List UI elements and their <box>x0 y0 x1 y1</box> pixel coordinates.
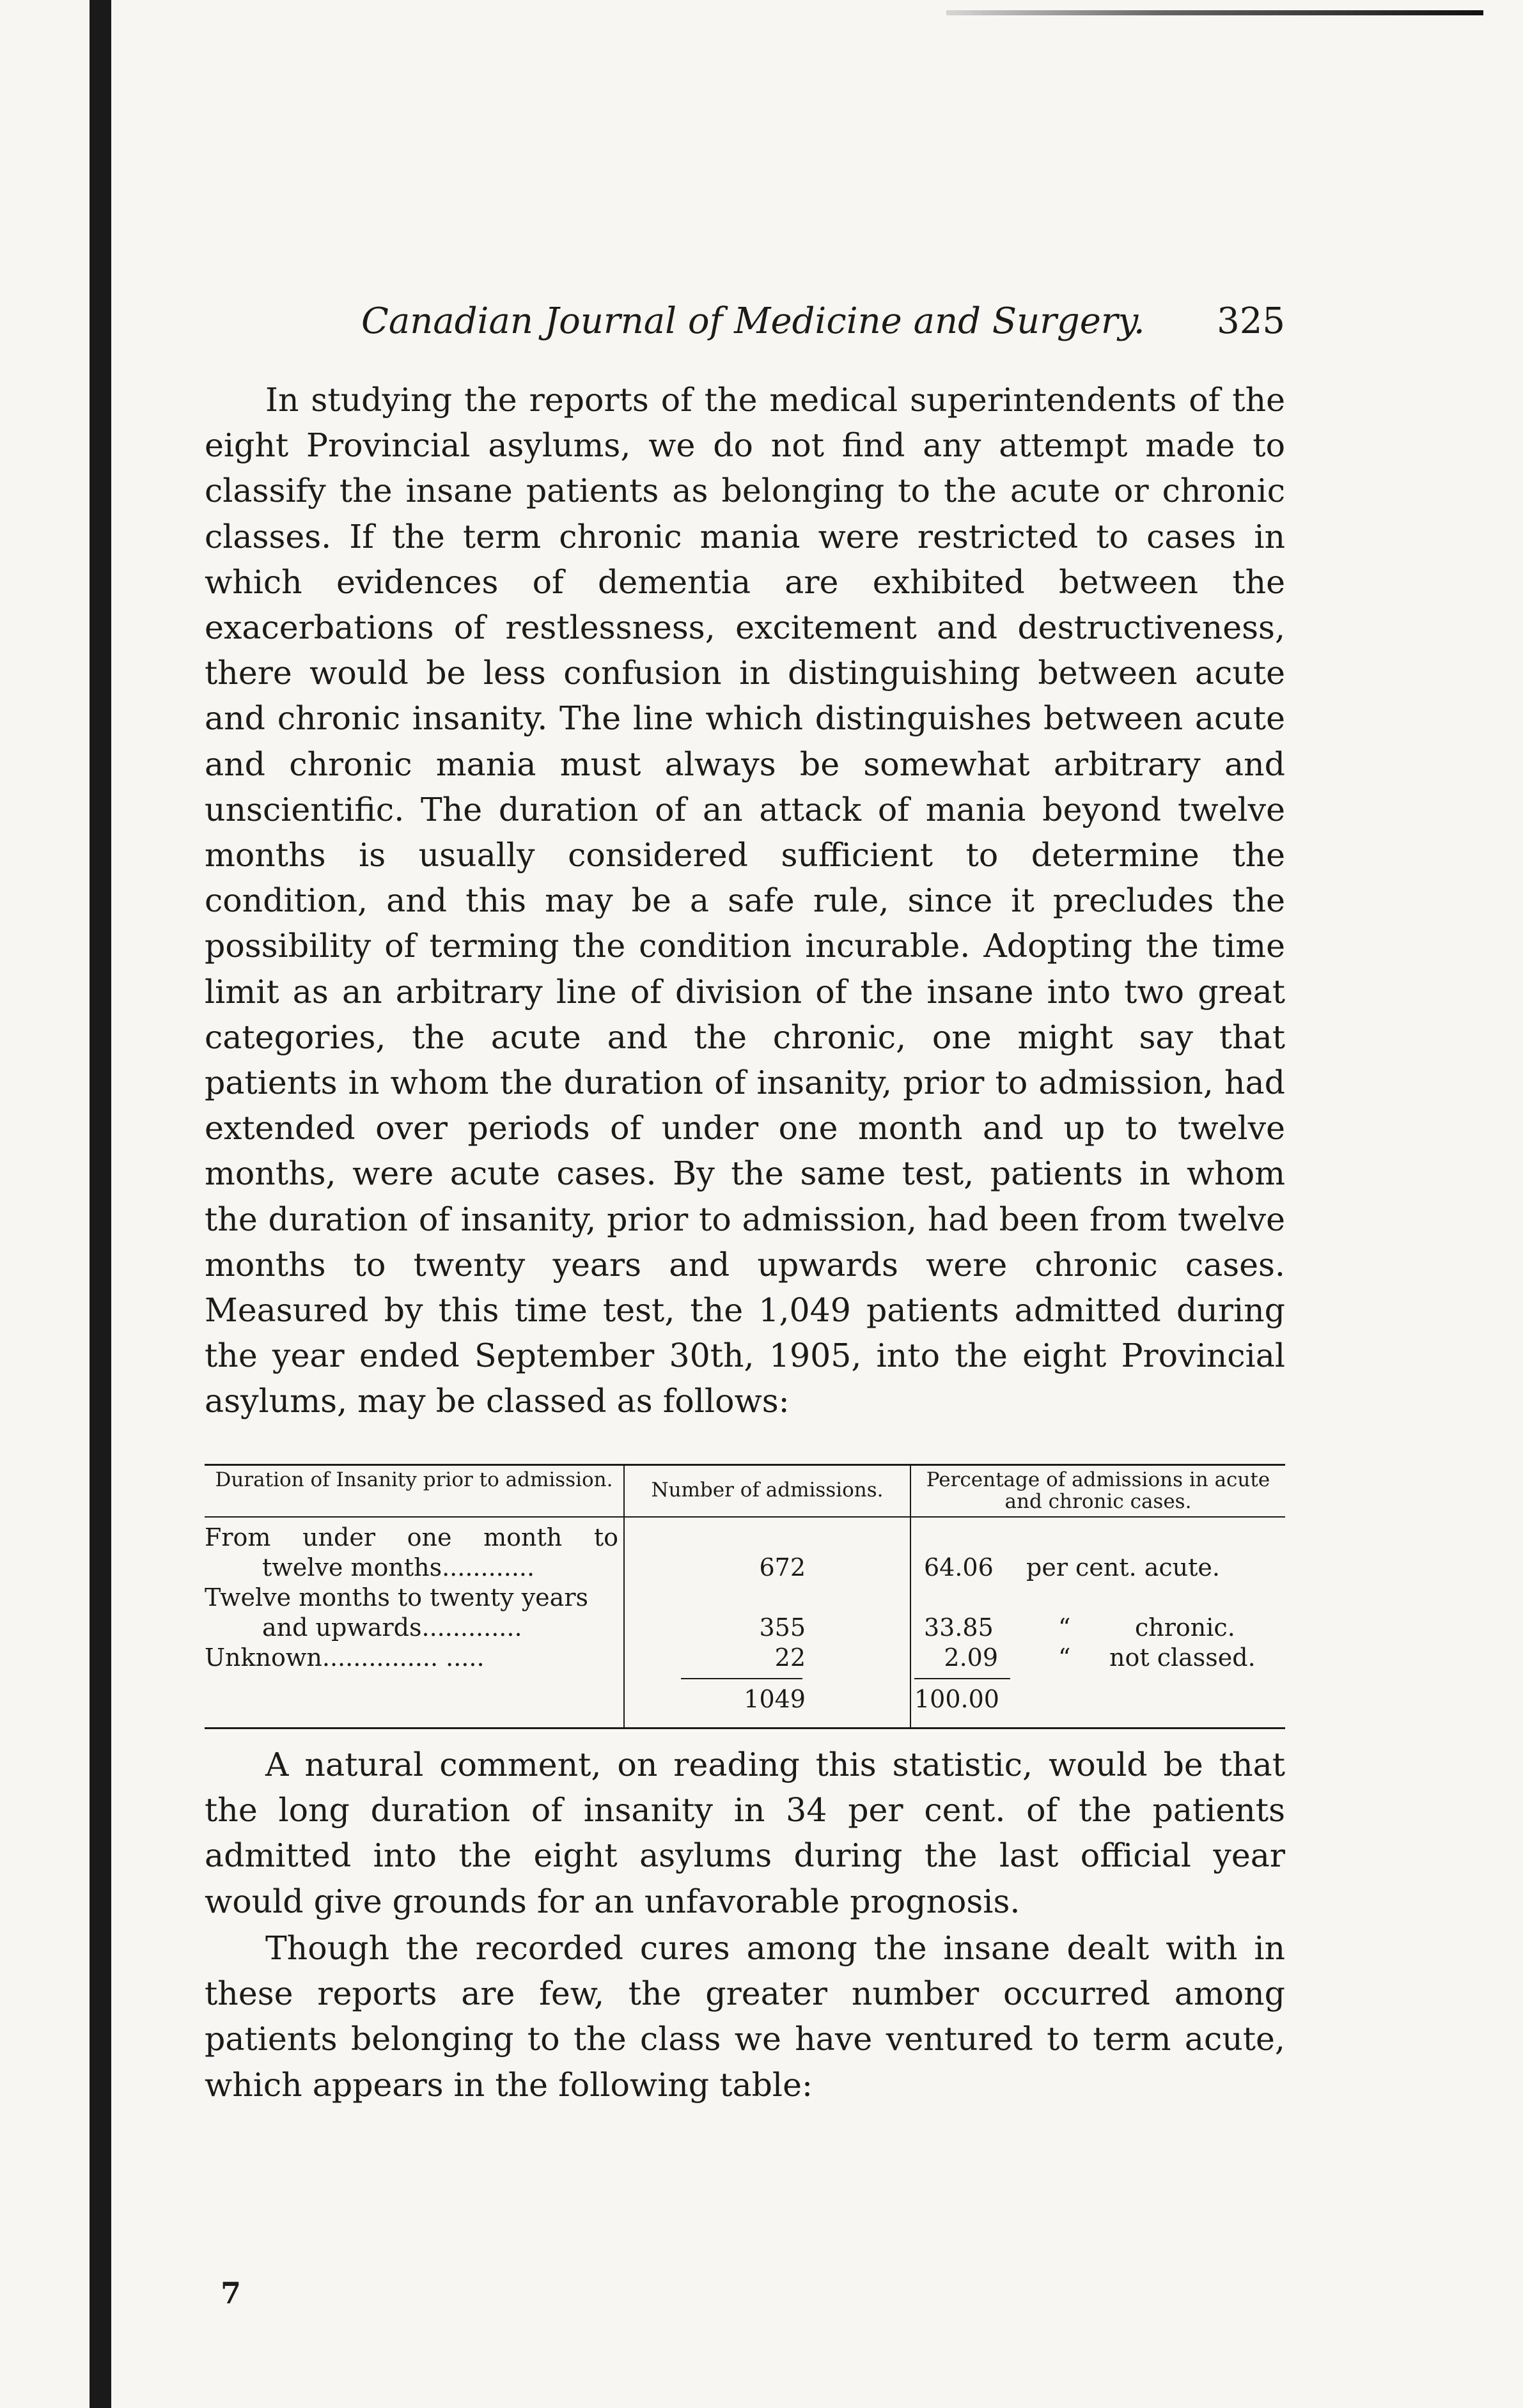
row-3-percent-value: 2.09 <box>944 1643 998 1672</box>
row-2-ditto: “ <box>1058 1613 1071 1642</box>
page-header <box>205 300 1285 352</box>
total-percent: 100.00 <box>914 1685 999 1713</box>
header-percentage: Percentage of admissions in acute and chronic cases. <box>926 1468 1270 1513</box>
paragraph-2: A natural comment, on reading this statistic, would be that the long duration of insanity in 34 per cent. of the patients admitted into the eight asylums during the last official year would give grounds for an unfavorable prognosis. <box>205 1746 1285 1920</box>
row-2-label-line1: Twelve months to twenty years <box>205 1583 588 1612</box>
row-1-category: per cent. acute. <box>1026 1553 1220 1581</box>
header-rule-cols23 <box>623 1516 1285 1518</box>
admissions-table <box>205 1464 1285 1732</box>
row-2-number: 355 <box>759 1613 806 1642</box>
paragraph-1: In studying the reports of the medical superintendents of the eight Provincial asylums, we do not find any attempt made to classify the insane patients as belonging to the acute or chronic classes. If the term chronic mania were restricted to cases in which evidences of dementia are exhibited between the exacerbations of restlessness, excitement and destructiveness, there would be less confusion in distinguishing between acute and chronic insanity. The line which distinguishes between acute and chronic mania must always be somewhat arbitrary and unscientific. The duration of an attack of mania beyond twelve months is usually considered sufficient to determine the condition, and this may be a safe rule, since it precludes the possibility of terming the condition incurable. Adopting the time limit as an arbitrary line of division of the insane into two great categories, the acute and the chronic, one might say that patients in whom the duration of insanity, prior to admission, had extended over periods of under one month and up to twelve months, were acute cases. By the same test, patients in whom the duration of insanity, prior to admission, had been from twelve months to twenty years and upwards were chronic cases. Measured by this time test, the 1,049 patients admitted during the year ended September 30th, 1905, into the eight Provincial asylums, may be classed as follows: <box>205 381 1285 1420</box>
row-1-label-line1: From under one month to <box>205 1523 618 1551</box>
total-number: 1049 <box>744 1685 806 1713</box>
row-1-percentage <box>924 1553 1282 1583</box>
page-number: 325 <box>1217 300 1285 342</box>
header-duration: Duration of Insanity prior to admission. <box>215 1468 613 1491</box>
scan-binding-edge <box>90 0 111 2408</box>
running-title: Canadian Journal of Medicine and Surgery. <box>361 300 1145 342</box>
header-rule-col1 <box>205 1516 623 1518</box>
number-sum-rule <box>681 1678 802 1679</box>
row-3-label-line1: Unknown............... ..... <box>205 1643 485 1672</box>
row-1-label-line2: twelve months............ <box>262 1553 535 1581</box>
row-1-percent-value: 64.06 <box>924 1553 994 1581</box>
signature-mark: 7 <box>221 2276 242 2310</box>
scan-edge-rule <box>946 10 1483 15</box>
row-3-category: not classed. <box>1109 1643 1256 1672</box>
row-2-category: chronic. <box>1135 1613 1235 1642</box>
paragraph-3: Though the recorded cures among the insane dealt with in these reports are few, the greater number occurred among patients belonging to the class we have ventured to term acute, which appears in the following table: <box>205 1929 1285 2104</box>
row-2-label-line2: and upwards............. <box>262 1613 522 1642</box>
row-2-percent-value: 33.85 <box>924 1613 994 1642</box>
row-2-percentage <box>924 1613 1282 1643</box>
col-divider-1 <box>623 1464 625 1727</box>
header-number: Number of admissions. <box>651 1479 884 1502</box>
row-1-number: 672 <box>759 1553 806 1581</box>
table-bottom-rule <box>205 1727 1285 1729</box>
row-3-percentage <box>924 1643 1282 1673</box>
row-3-ditto: “ <box>1058 1643 1071 1672</box>
row-3-number: 22 <box>774 1643 806 1672</box>
table-top-rule <box>205 1464 1285 1466</box>
percent-sum-rule <box>914 1678 1010 1679</box>
